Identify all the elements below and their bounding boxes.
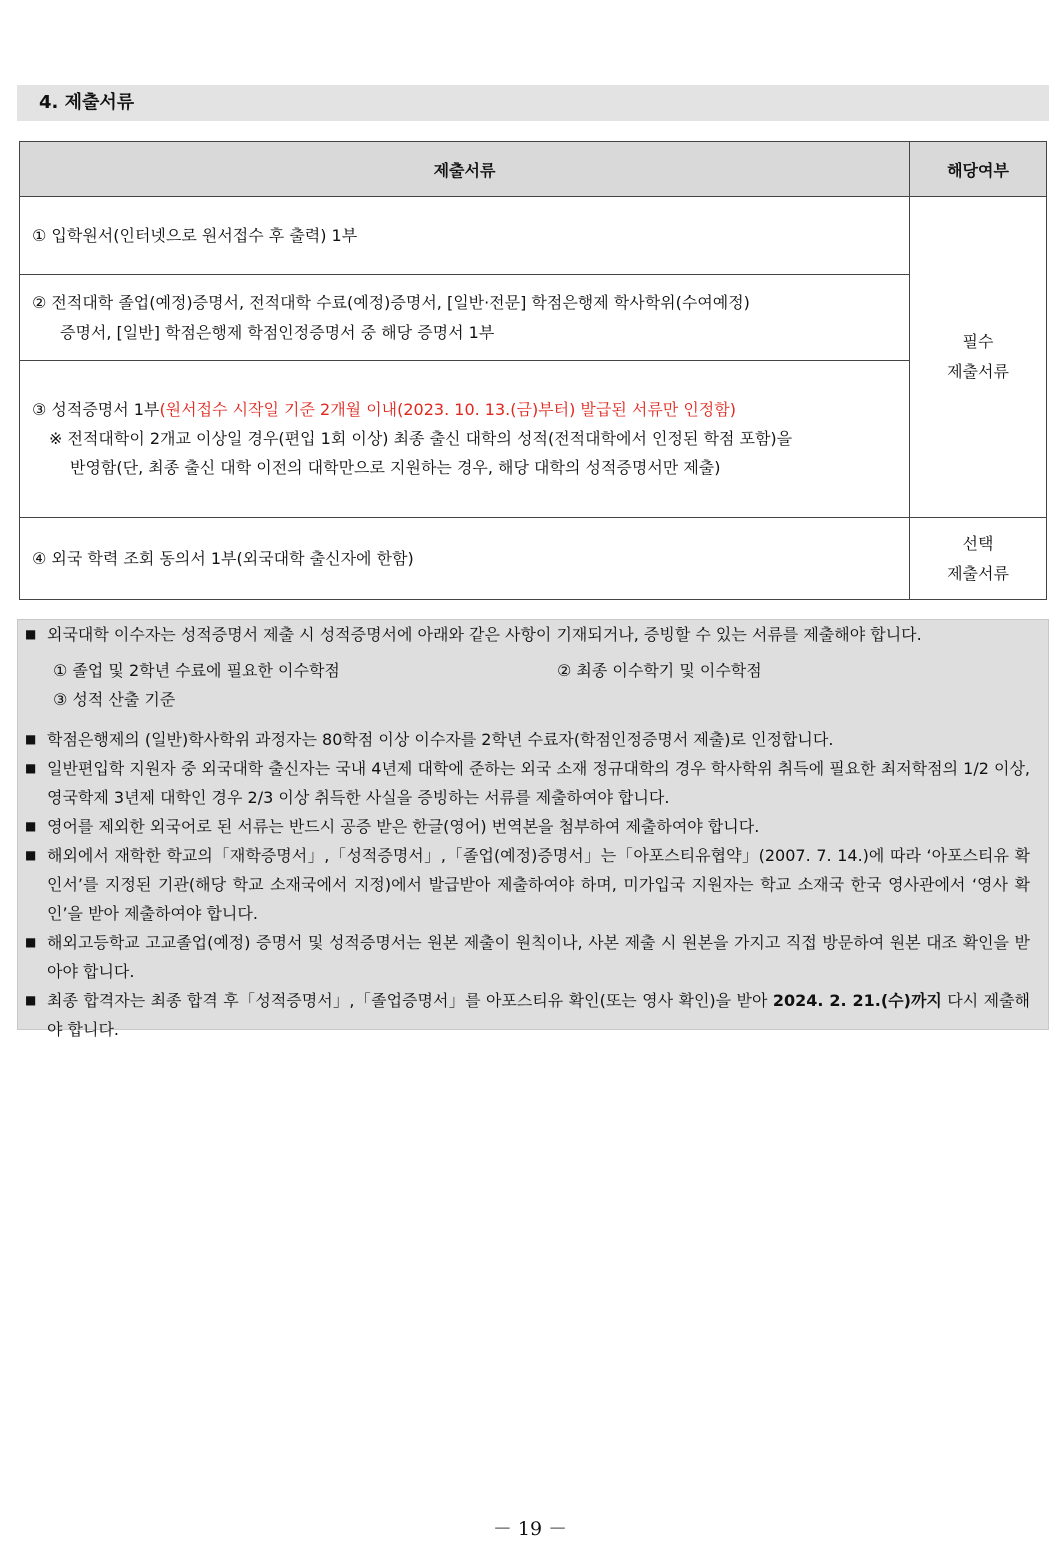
deadline-date: 2024. 2. 21.(수)까지 <box>772 991 942 1010</box>
note-item <box>18 754 1048 812</box>
doc-note: ※ 전적대학이 2개교 이상일 경우(편입 1회 이상) 최종 출신 대학의 성적(전적대학에서 인정된 학점 포함)을 <box>49 429 793 448</box>
notes-box <box>17 619 1049 1039</box>
note-text: 외국대학 이수자는 성적증명서 제출 시 성적증명서에 아래와 같은 사항이 기재되거나, 증빙할 수 있는 서류를 제출해야 합니다. <box>47 625 922 644</box>
documents-table <box>19 141 1047 600</box>
doc-text: ① 입학원서(인터넷으로 원서접수 후 출력) 1부 <box>32 225 358 245</box>
note-text: 해외에서 재학한 학교의「재학증명서」,「성적증명서」,「졸업(예정)증명서」는「아포스티유협약」(2007. 7. 14.)에 따라 ‘아포스티유 확인서’를 지정된 기관(해당 학교 소재국에서 지정)에서 발급받아 제출하여야 하며, 미가입국 지원자는 학교 소재국 한국 영사관에서 ‘영사 확인’을 받아 제출하여야 합니다. <box>47 846 1030 923</box>
note-item <box>18 725 1048 754</box>
doc-text-main: ③ 성적증명서 1부 <box>32 400 160 419</box>
status-line: 선택 <box>962 533 994 553</box>
section-title: 4. 제출서류 <box>17 85 1049 121</box>
table-row <box>20 197 1047 275</box>
sub-item: ② 최종 이수학기 및 이수학점 <box>557 661 762 680</box>
doc-item-graduation-certificate <box>20 275 910 361</box>
table-row <box>20 518 1047 600</box>
bullet-square-icon: ■ <box>25 819 37 833</box>
note-text: 학점은행제의 (일반)학사학위 과정자는 80학점 이상 이수자를 2학년 수료자(학점인정증명서 제출)로 인정합니다. <box>47 730 834 749</box>
bullet-square-icon: ■ <box>25 935 37 949</box>
table-header-row <box>20 142 1047 197</box>
page-number: － 19 － <box>492 1518 568 1540</box>
note-item <box>18 812 1048 841</box>
doc-item-foreign-consent <box>20 518 910 600</box>
note-sublist <box>18 656 1048 714</box>
bullet-square-icon: ■ <box>25 761 37 775</box>
header-documents: 제출서류 <box>20 142 910 197</box>
doc-text: 증명서, [일반] 학점은행제 학점인정증명서 중 해당 증명서 1부 <box>60 322 495 342</box>
doc-note: 반영함(단, 최종 출신 대학 이전의 대학만으로 지원하는 경우, 해당 대학의 성적증명서만 제출) <box>70 458 721 477</box>
note-item <box>18 986 1048 1044</box>
sub-item: ③ 성적 산출 기준 <box>53 690 176 709</box>
doc-text: ④ 외국 학력 조회 동의서 1부(외국대학 출신자에 한함) <box>32 548 414 568</box>
note-text: 일반편입학 지원자 중 외국대학 출신자는 국내 4년제 대학에 준하는 외국 소재 정규대학의 경우 학사학위 취득에 필요한 최저학점의 1/2 이상, 영국학제 3년제 대학인 경우 2/3 이상 취득한 사실을 증빙하는 서류를 제출하여야 합니다. <box>47 759 1030 807</box>
note-item <box>18 928 1048 986</box>
table-row <box>20 361 1047 518</box>
status-line: 제출서류 <box>947 563 1009 583</box>
bullet-square-icon: ■ <box>25 732 37 746</box>
table-row <box>20 275 1047 361</box>
header-status: 해당여부 <box>910 142 1047 197</box>
note-text: 해외고등학교 고교졸업(예정) 증명서 및 성적증명서는 원본 제출이 원칙이나, 사본 제출 시 원본을 가지고 직접 방문하여 원본 대조 확인을 받아야 합니다. <box>47 933 1030 981</box>
doc-item-application <box>20 197 910 275</box>
bullet-square-icon: ■ <box>25 993 37 1007</box>
doc-text-warning: (원서접수 시작일 기준 2개월 이내(2023. 10. 13.(금)부터) 발급된 서류만 인정함) <box>159 400 736 419</box>
note-item <box>18 620 1048 649</box>
doc-item-transcript <box>20 361 910 518</box>
status-required <box>910 197 1047 518</box>
bullet-square-icon: ■ <box>25 627 37 641</box>
sub-item: ① 졸업 및 2학년 수료에 필요한 이수학점 <box>53 661 340 680</box>
status-line: 필수 <box>962 332 994 351</box>
note-text: 영어를 제외한 외국어로 된 서류는 반드시 공증 받은 한글(영어) 번역본을 첨부하여 제출하여야 합니다. <box>47 817 760 836</box>
note-text: 최종 합격자는 최종 합격 후「성적증명서」,「졸업증명서」를 아포스티유 확인(또는 영사 확인)을 받아 2024. 2. 21.(수)까지 다시 제출해야 합니다. <box>47 991 1030 1039</box>
status-line: 제출서류 <box>947 362 1009 381</box>
bullet-square-icon: ■ <box>25 848 37 862</box>
doc-text: ② 전적대학 졸업(예정)증명서, 전적대학 수료(예정)증명서, [일반·전문] 학점은행제 학사학위(수여예정) <box>32 292 750 312</box>
status-optional <box>910 518 1047 600</box>
note-item <box>18 841 1048 928</box>
doc-text <box>32 395 908 425</box>
